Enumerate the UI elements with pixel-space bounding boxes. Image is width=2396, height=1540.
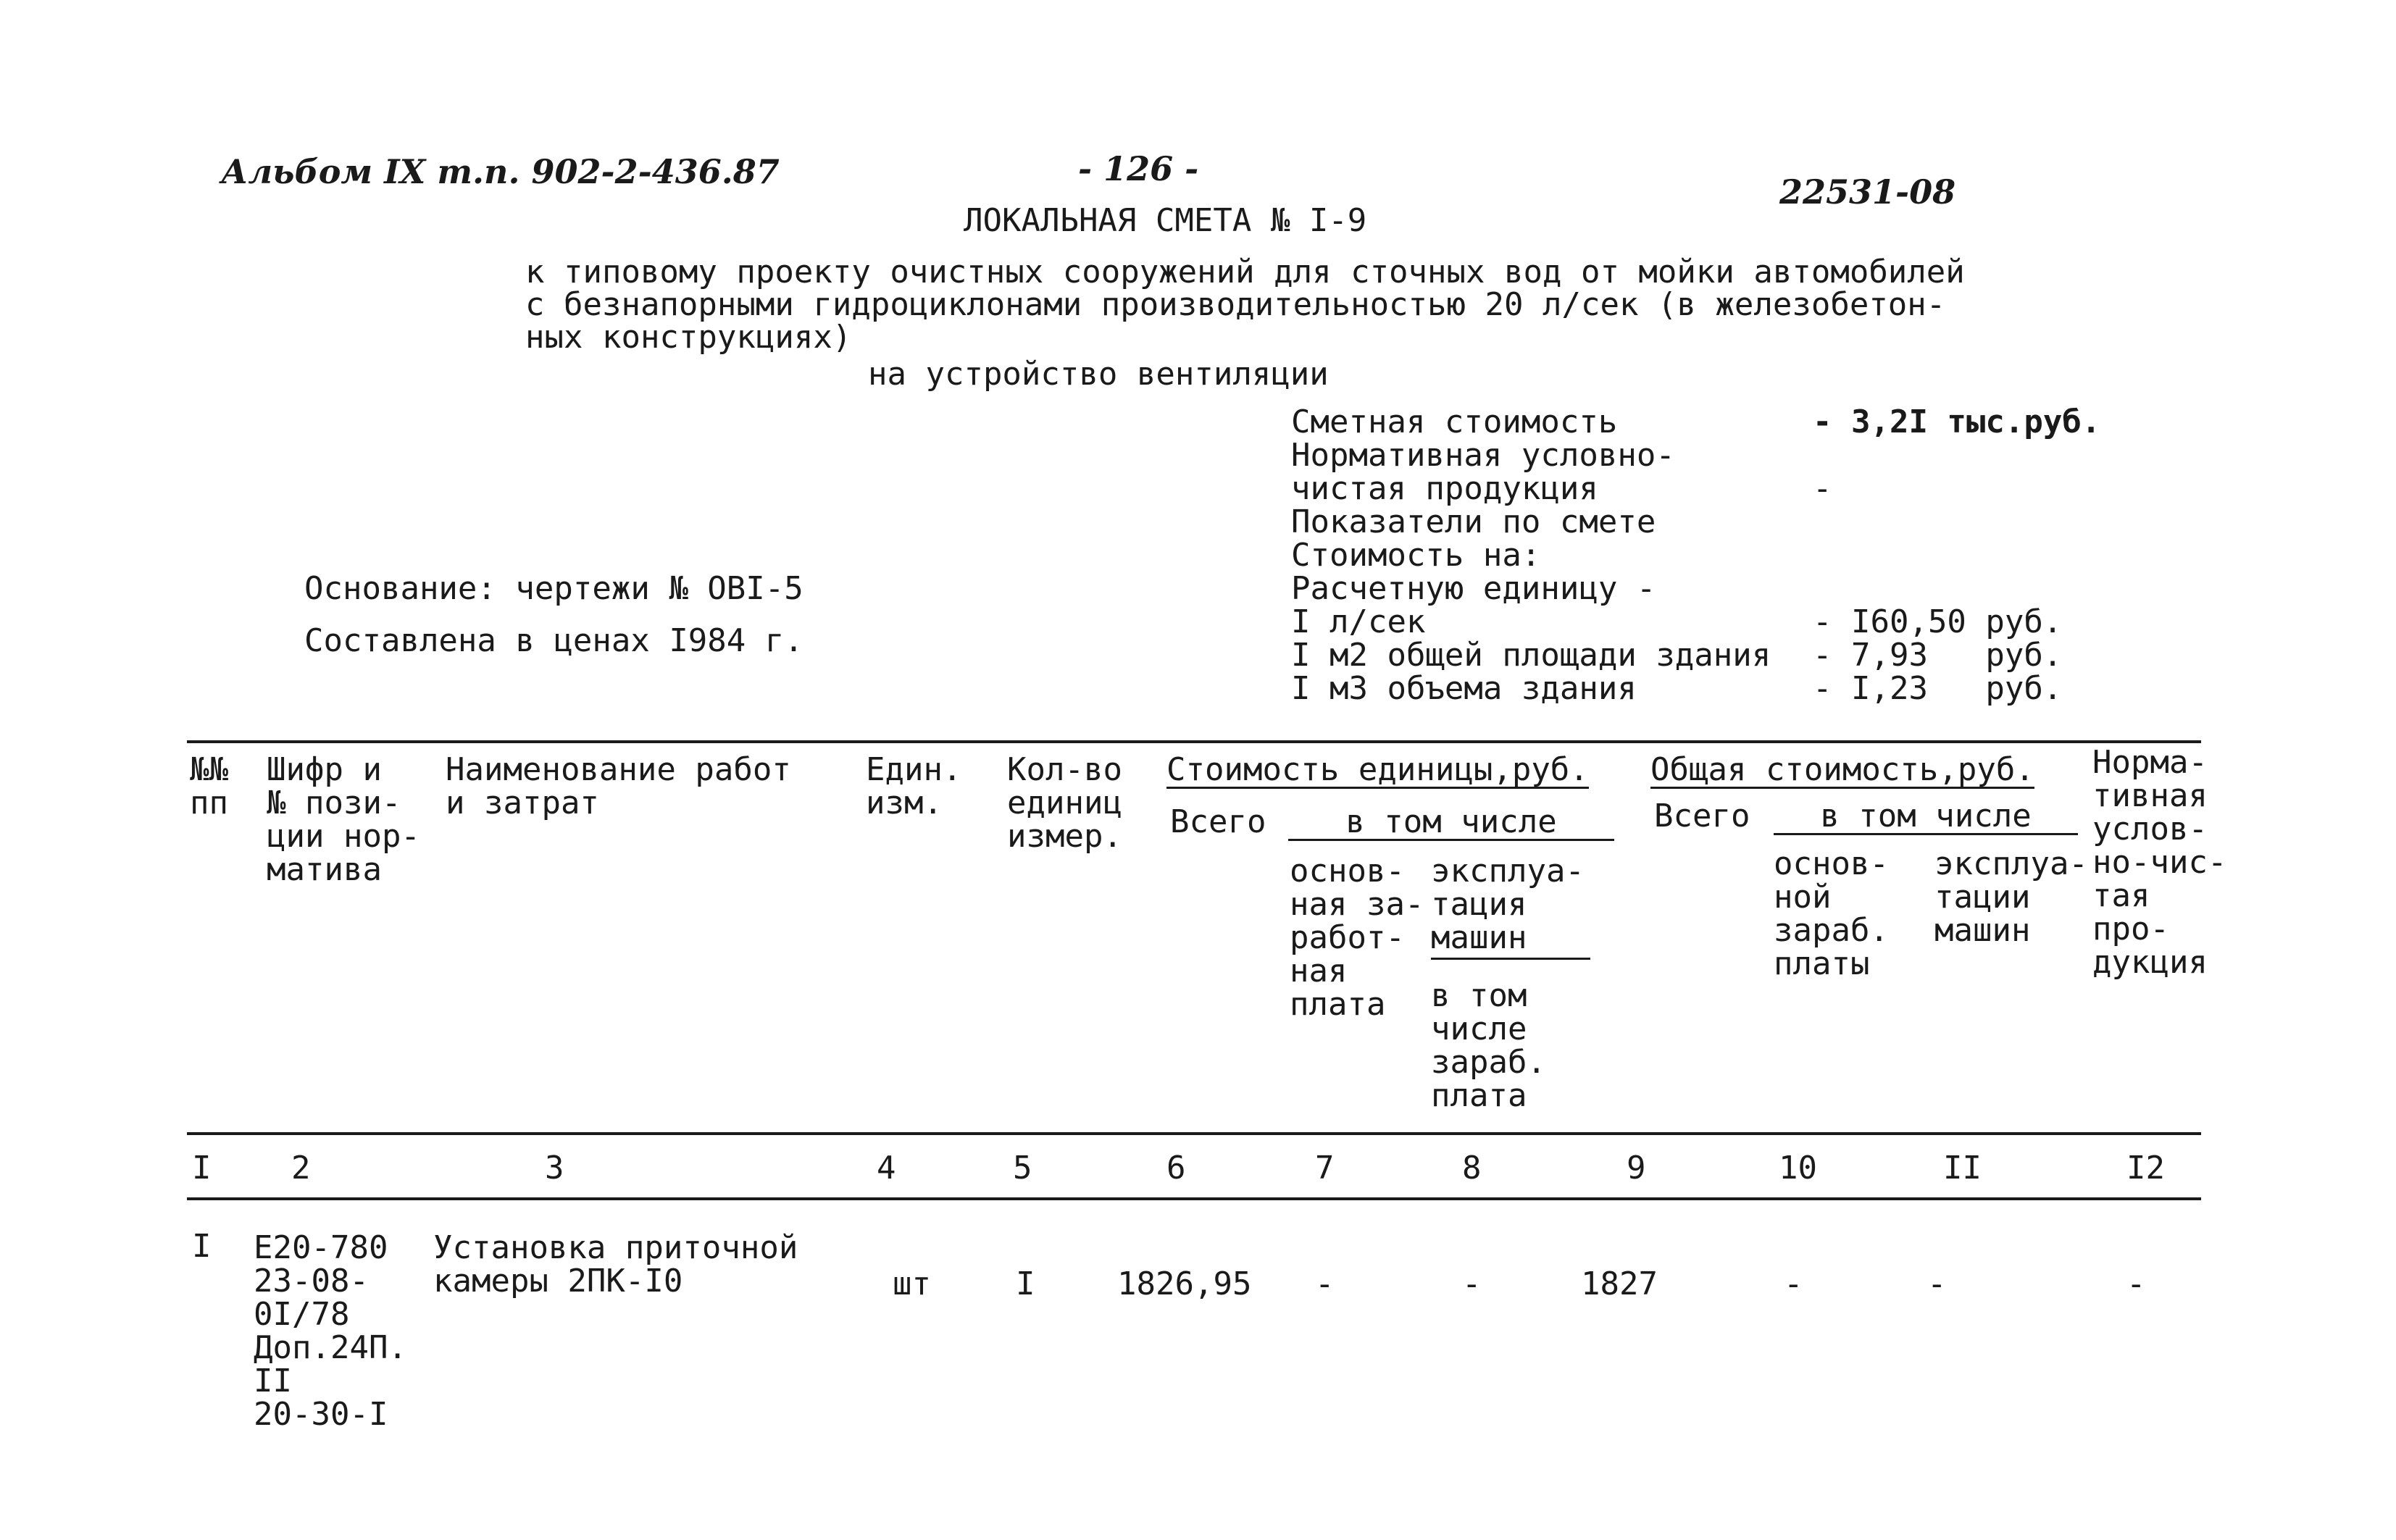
row-unit-total: 1826,95 <box>1117 1265 1252 1302</box>
header-total-machines: эксплуа- тации машин <box>1934 845 2088 949</box>
header-work-name: Наименование работ и затрат <box>446 751 791 821</box>
column-number-10: 10 <box>1779 1150 1817 1187</box>
header-unit-machine-wage: в том числе зараб. плата <box>1431 977 1546 1114</box>
header-unit-cost: Стоимость единицы,руб. <box>1166 751 1589 788</box>
header-machines-rule <box>1431 958 1590 960</box>
row-total-machines: - <box>1927 1265 1947 1302</box>
row-number: I <box>192 1228 212 1265</box>
norm-label-2: чистая продукция <box>1291 470 1598 507</box>
row-code: Е20-780 23-08- 0I/78 Доп.24П. II 20-30-I <box>254 1229 407 1433</box>
row-unit-wage: - <box>1315 1265 1335 1302</box>
column-number-7: 7 <box>1315 1150 1335 1187</box>
header-unit-including: в том числе <box>1288 805 1614 841</box>
basis-drawings: Основание: чертежи № ОВI-5 <box>304 570 803 607</box>
header-total-wage: основ- ной зараб. платы <box>1774 845 1889 982</box>
subtitle-line-2: с безнапорными гидроциклонами производительностью 20 л/сек (в железобетон- <box>525 286 1946 323</box>
header-row-number: №№ пп <box>190 751 228 821</box>
column-number-3: 3 <box>545 1150 564 1187</box>
numbers-bottom-rule <box>187 1197 2201 1200</box>
row-unit-machines: - <box>1462 1265 1482 1302</box>
document-code: 22531-08 <box>1779 172 1956 212</box>
cost-label: Сметная стоимость <box>1291 403 1618 440</box>
cost-value: - 3,2I тыс.руб. <box>1813 403 2101 440</box>
column-number-8: 8 <box>1462 1150 1482 1187</box>
header-total-total: Всего <box>1654 798 1750 834</box>
row-work-name: Установка приточной камеры 2ПК-I0 <box>433 1229 798 1300</box>
header-code: Шифр и № пози- ции нор- матива <box>267 751 420 888</box>
column-number-6: 6 <box>1166 1150 1186 1187</box>
header-unit: Един. изм. <box>866 751 962 821</box>
per-m2-label: I м2 общей площади здания <box>1291 637 1771 674</box>
header-quantity: Кол-во единиц измер. <box>1007 751 1122 855</box>
indicators-label: Показатели по смете <box>1291 503 1656 540</box>
header-unit-total: Всего <box>1170 803 1266 840</box>
page-number: - 126 - <box>1078 149 1199 188</box>
row-unit: шт <box>893 1265 931 1302</box>
row-total: 1827 <box>1581 1265 1658 1302</box>
document-title: ЛОКАЛЬНАЯ СМЕТА № I-9 <box>964 202 1367 239</box>
norm-label-1: Нормативная условно- <box>1291 437 1675 474</box>
column-number-1: I <box>192 1150 212 1187</box>
header-unit-machines: эксплуа- тация машин <box>1431 853 1585 956</box>
column-number-12: I2 <box>2126 1150 2165 1187</box>
header-total-including: в том числе <box>1774 800 2078 835</box>
per-m3-label: I м3 объема здания <box>1291 670 1637 707</box>
row-quantity: I <box>1016 1265 1035 1302</box>
column-number-11: II <box>1943 1150 1982 1187</box>
column-number-5: 5 <box>1013 1150 1032 1187</box>
row-norm-production: - <box>2126 1265 2146 1302</box>
estimate-purpose: на устройство вентиляции <box>868 356 1329 393</box>
header-norm-production: Норма- тивная услов- но-чис- тая про- дукция <box>2092 744 2227 981</box>
subtitle-line-1: к типовому проекту очистных сооружений для сточных вод от мойки автомобилей <box>525 254 1965 290</box>
subtitle-line-3: ных конструкциях) <box>525 319 852 356</box>
column-number-9: 9 <box>1627 1150 1646 1187</box>
header-unit-wage: основ- ная за- работ- ная плата <box>1290 853 1424 1023</box>
header-total-cost: Общая стоимость,руб. <box>1650 751 2034 788</box>
per-lsec-value: - I60,50 руб. <box>1813 603 2063 640</box>
cost-per-label: Стоимость на: <box>1291 537 1541 574</box>
per-m3-value: - I,23 руб. <box>1813 670 2063 707</box>
per-m2-value: - 7,93 руб. <box>1813 637 2063 674</box>
column-number-2: 2 <box>291 1150 311 1187</box>
column-number-4: 4 <box>877 1150 896 1187</box>
basis-prices: Составлена в ценах I984 г. <box>304 622 803 659</box>
album-reference: Альбом IX т.п. 902-2-436.87 <box>221 152 780 191</box>
table-top-rule <box>187 740 2201 743</box>
header-bottom-rule <box>187 1132 2201 1135</box>
row-total-wage: - <box>1784 1265 1803 1302</box>
norm-value: - <box>1813 470 1832 507</box>
per-lsec-label: I л/сек <box>1291 603 1426 640</box>
unit-label: Расчетную единицу - <box>1291 570 1656 607</box>
